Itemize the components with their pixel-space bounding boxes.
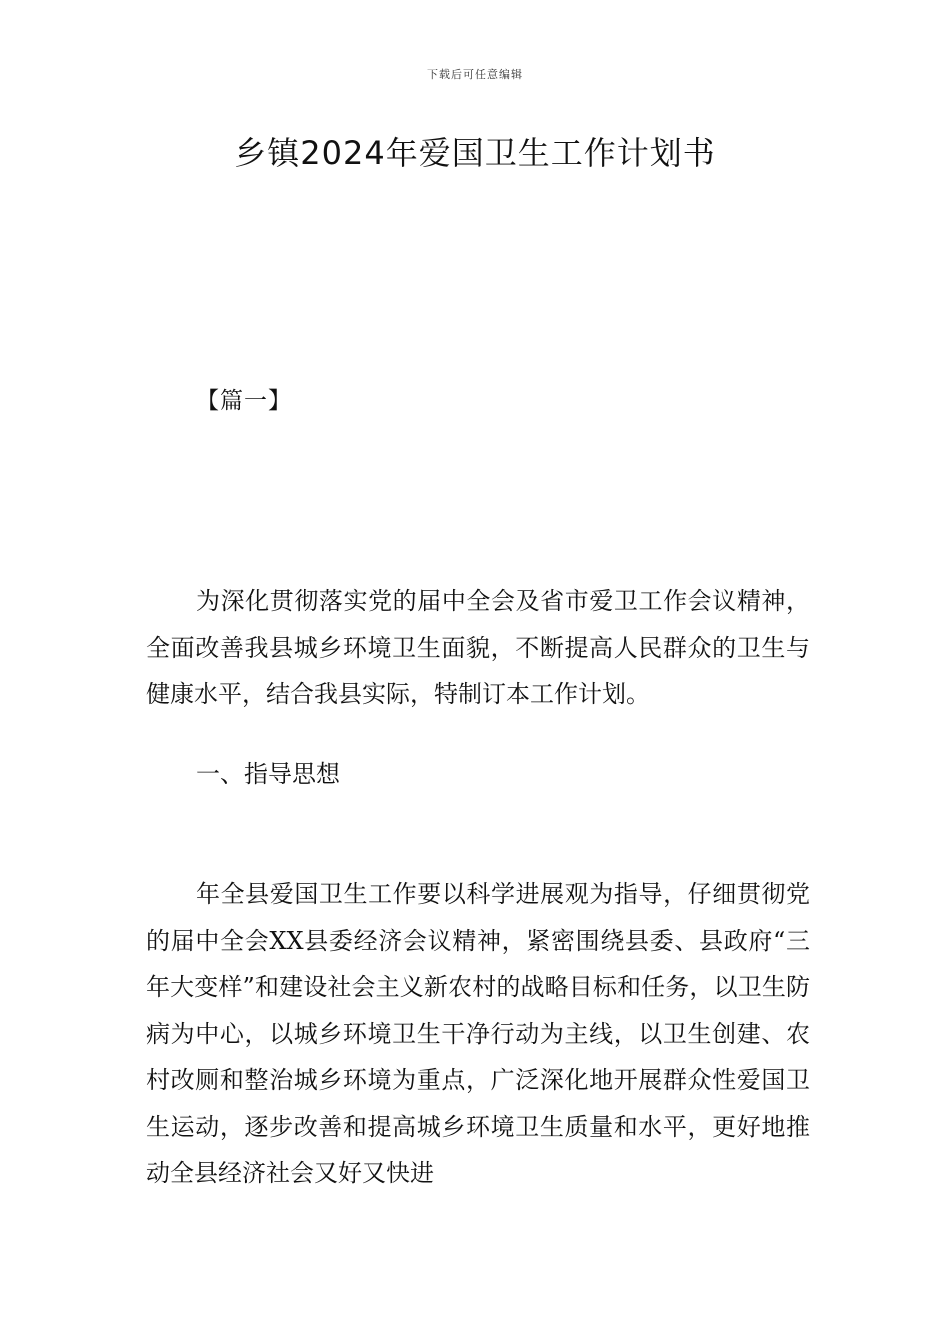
section-heading-guiding-ideology: 一、指导思想 <box>196 760 340 788</box>
section-label: 【篇一】 <box>196 388 292 414</box>
header-note: 下载后可任意编辑 <box>427 68 523 81</box>
document-title: 乡镇2024年爱国卫生工作计划书 <box>234 134 716 172</box>
intro-paragraph: 为深化贯彻落实党的届中全会及省市爱卫工作会议精神，全面改善我县城乡环境卫生面貌，不断提高人民群众的卫生与健康水平，结合我县实际，特制订本工作计划。 <box>146 587 810 708</box>
guiding-ideology-paragraph: 年全县爱国卫生工作要以科学进展观为指导，仔细贯彻党的届中全会XX县委经济会议精神，紧密围绕县委、县政府“三年大变样”和建设社会主义新农村的战略目标和任务，以卫生防病为中心，以城乡环境卫生干净行动为主线，以卫生创建、农村改厕和整治城乡环境为重点，广泛深化地开展群众性爱国卫生运动，逐步改善和提高城乡环境卫生质量和水平，更好地推动全县经济社会又好又快进 <box>146 880 810 1187</box>
